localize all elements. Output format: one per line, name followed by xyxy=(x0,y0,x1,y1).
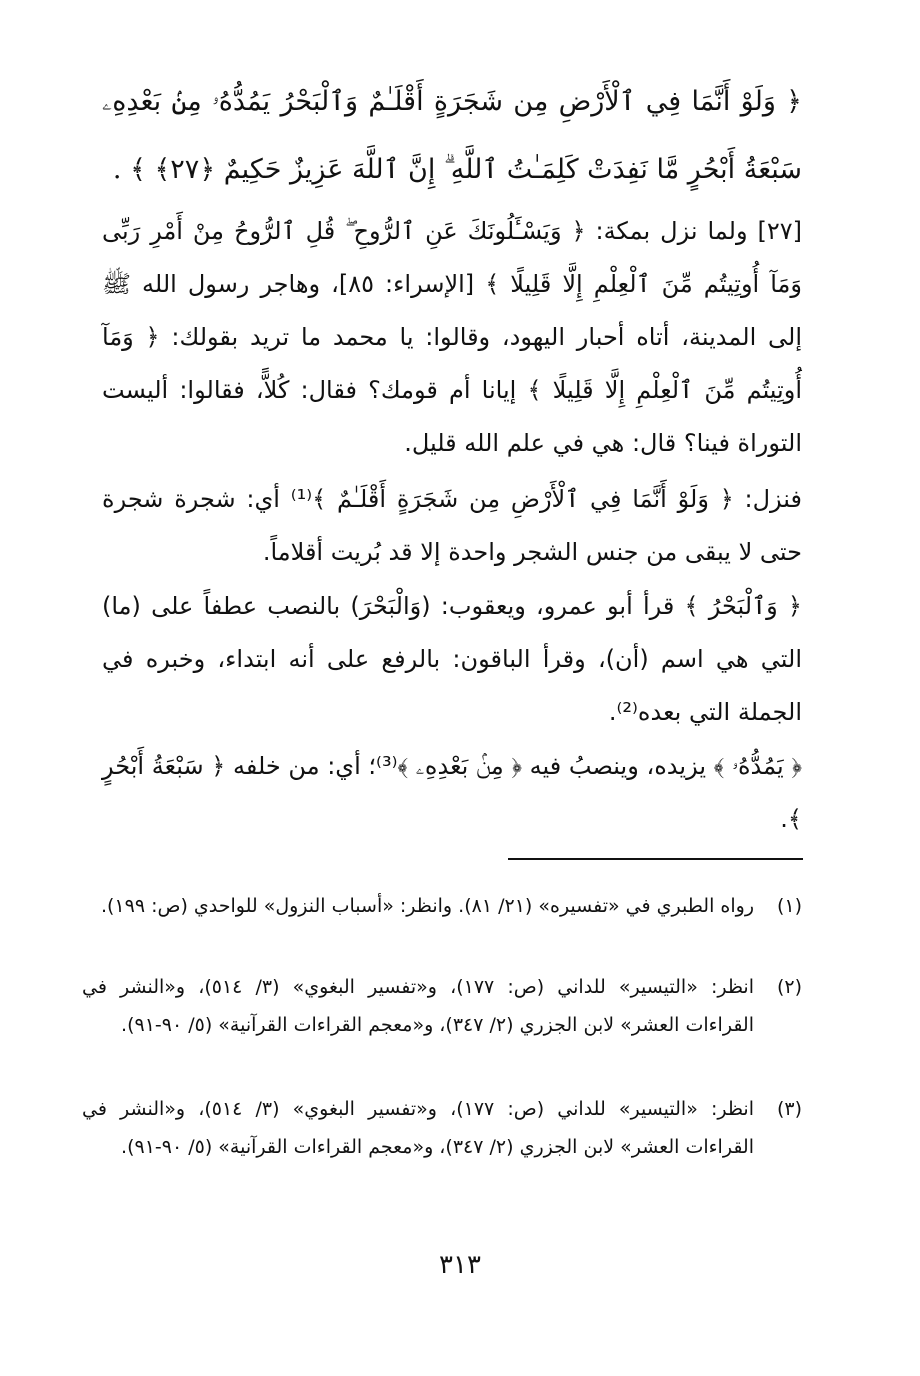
footnote-1 xyxy=(82,887,802,925)
footnote-text: انظر: «التيسير» للداني (ص: ١٧٧)، و«تفسير البغوي» (٣/ ٥١٤)، و«النشر في القراءات العشر» لابن الجزري (٢/ ٣٤٧)، و«معجم القراءات القرآنية» (٥/ ٩٠-٩١). xyxy=(82,1098,754,1158)
paragraph-4: ﴿ يَمُدُّهُۥ ﴾ يزيده، وينصبُ فيه ﴿ مِنۢ بَعْدِهِۦ ﴾⁽³⁾؛ أي: من خلفه ﴿ سَبْعَةُ أَبْحُرٍ ﴾. xyxy=(102,752,803,833)
page-number: ٣١٣ xyxy=(439,1250,481,1280)
quran-verse: ﴿ وَلَوْ أَنَّمَا فِي ٱلْأَرْضِ مِن شَجَرَةٍ أَقْلَـٰمٌ وَٱلْبَحْرُ يَمُدُّهُۥ مِنۢ بَعْدِهِۦ سَبْعَةُ أَبْحُرٍ مَّا نَفِدَتْ كَلِمَـٰتُ ٱللَّهِ ۗ إِنَّ ٱللَّهَ عَزِيزٌ حَكِيمٌ ﴿٢٧﴾ ﴾ . xyxy=(102,86,802,185)
footnote-number: (٣) xyxy=(776,1098,802,1120)
paragraph-1: [٢٧] ولما نزل بمكة: ﴿ وَيَسْـَٔلُونَكَ عَنِ ٱلرُّوحِ ۖ قُلِ ٱلرُّوحُ مِنْ أَمْرِ رَبِّى وَمَآ أُوتِيتُم مِّنَ ٱلْعِلْمِ إِلَّا قَلِيلًا ﴾ [الإسراء: ٨٥]، وهاجر رسول الله ﷺ إلى المدينة، أتاه أحبار اليهود، وقالوا: يا محمد ما تريد بقولك: ﴿ وَمَآ أُوتِيتُم مِّنَ ٱلْعِلْمِ إِلَّا قَلِيلًا ﴾ إيانا أم قومك؟ فقال: كُلاًّ، فقالوا: أليست التوراة فينا؟ قال: هي في علم الله قليل. xyxy=(102,217,802,457)
paragraph-3: ﴿ وَٱلْبَحْرُ ﴾ قرأ أبو عمرو، ويعقوب: (وَالْبَحْرَ) بالنصب عطفاً على (ما) التي هي اسم (أن)، وقرأ الباقون: بالرفع على أنه ابتداء، وخبره في الجملة التي بعده⁽²⁾. xyxy=(102,592,802,726)
footnote-divider xyxy=(508,858,803,860)
footnote-3 xyxy=(82,1090,802,1166)
paragraph-2: فنزل: ﴿ وَلَوْ أَنَّمَا فِي ٱلْأَرْضِ مِن شَجَرَةٍ أَقْلَـٰمٌ ﴾⁽¹⁾ أي: شجرة شجرة حتى لا يبقى من جنس الشجر واحدة إلا قد بُريت أقلاماً. xyxy=(102,485,803,566)
footnote-text: رواه الطبري في «تفسيره» (٢١/ ٨١). وانظر: «أسباب النزول» للواحدي (ص: ١٩٩). xyxy=(100,895,754,917)
footnote-2 xyxy=(82,968,802,1044)
footnote-text: انظر: «التيسير» للداني (ص: ١٧٧)، و«تفسير البغوي» (٣/ ٥١٤)، و«النشر في القراءات العشر» لابن الجزري (٢/ ٣٤٧)، و«معجم القراءات القرآنية» (٥/ ٩٠-٩١). xyxy=(82,976,754,1036)
footnote-number: (٢) xyxy=(776,976,802,998)
footnote-number: (١) xyxy=(776,895,802,917)
